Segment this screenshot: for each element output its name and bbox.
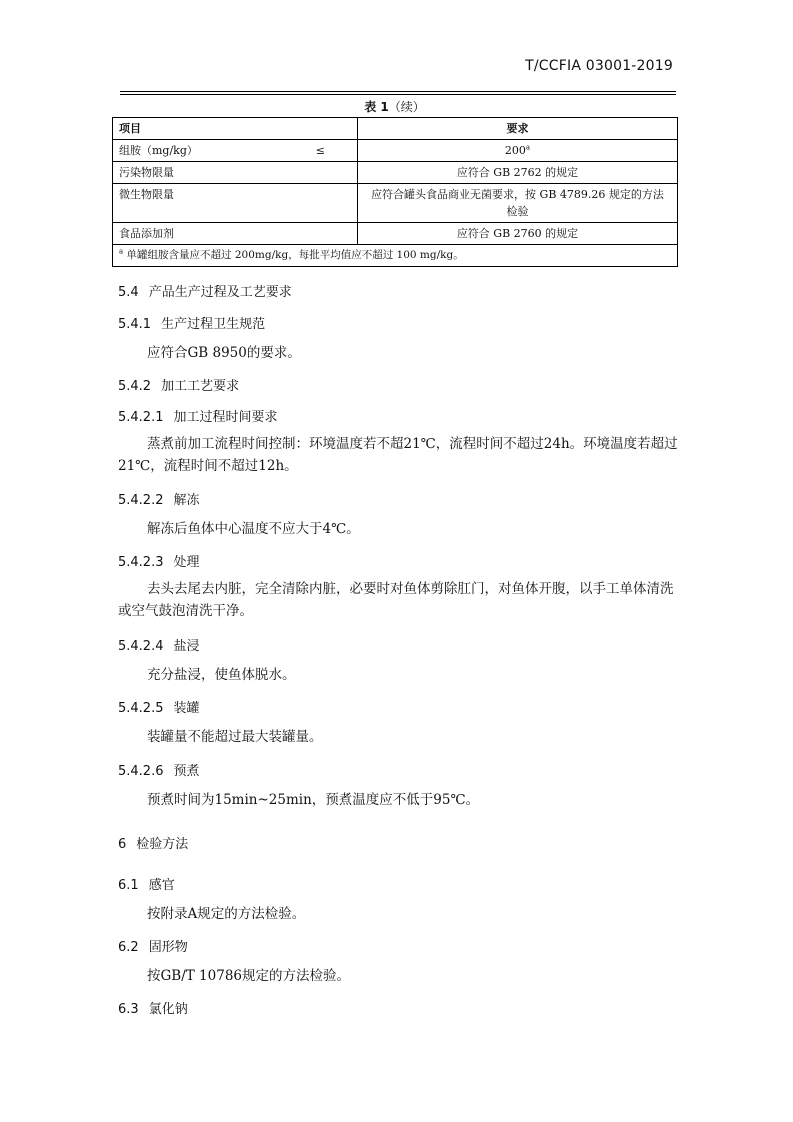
section-title: 处理 [173, 555, 200, 570]
section-number: 6.1 [118, 878, 139, 893]
section-heading [118, 833, 678, 852]
section-number: 5.4.2.4 [118, 639, 164, 654]
row-item-label: 组胺（mg/kg） [119, 144, 198, 157]
section-title: 检验方法 [136, 837, 189, 852]
row-requirement [358, 140, 678, 162]
paragraph: 装罐量不能超过最大装罐量。 [147, 729, 323, 745]
le-symbol: ≤ [315, 144, 325, 157]
section-title: 生产过程卫生规范 [161, 317, 266, 332]
table-row [113, 184, 678, 223]
header-item: 项目 [113, 118, 358, 140]
section-number: 6.2 [118, 940, 139, 955]
section-title: 产品生产过程及工艺要求 [148, 285, 292, 300]
section-title: 盐浸 [173, 639, 200, 654]
section-title: 固形物 [148, 940, 188, 955]
section-heading [118, 375, 678, 394]
footnote-marker: a [525, 143, 531, 152]
row-item [113, 140, 358, 162]
section-title: 加工过程时间要求 [173, 410, 278, 425]
section-heading [118, 313, 678, 332]
section-number: 5.4 [118, 285, 139, 300]
section-title: 氯化钠 [148, 1002, 188, 1017]
paragraph: 按附录A规定的方法检验。 [147, 906, 306, 922]
req-value: 200 [504, 144, 526, 157]
row-requirement: 应符合 GB 2760 的规定 [358, 223, 678, 245]
section-number: 5.4.2.5 [118, 701, 164, 716]
section-heading [118, 551, 678, 570]
note-text: 单罐组胺含量应不超过 200mg/kg，每批平均值应不超过 100 mg/kg。 [126, 249, 464, 261]
paragraph: 去头去尾去内脏，完全清除内脏，必要时对鱼体剪除肛门，对鱼体开腹，以手工单体清洗或空气鼓泡清洗干净。 [118, 581, 674, 619]
row-requirement: 应符合 GB 2762 的规定 [358, 162, 678, 184]
section-number: 5.4.2.6 [118, 764, 164, 779]
table-caption-title: 表 1 [364, 100, 389, 114]
section-heading [118, 936, 678, 955]
requirements-table [112, 117, 678, 267]
section-heading [118, 874, 678, 893]
section-title: 加工工艺要求 [161, 379, 240, 394]
section-heading [118, 760, 678, 779]
section-heading [118, 998, 678, 1017]
header-rule-bottom [120, 94, 676, 95]
section-heading [118, 635, 678, 654]
section-number: 5.4.2.3 [118, 555, 164, 570]
paragraph: 预煮时间为15min~25min，预煮温度应不低于95℃。 [147, 792, 480, 808]
section-heading [118, 489, 678, 508]
table-caption [112, 98, 677, 115]
header-rule-top [120, 91, 676, 92]
paragraph: 解冻后鱼体中心温度不应大于4℃。 [147, 521, 360, 537]
section-title: 解冻 [173, 493, 200, 508]
table-row [113, 223, 678, 245]
section-heading [118, 281, 678, 300]
document-code: T/CCFIA 03001-2019 [525, 58, 673, 74]
section-number: 6 [118, 837, 127, 852]
section-heading [118, 697, 678, 716]
table-caption-suffix: （续） [388, 100, 425, 114]
section-number: 5.4.2.2 [118, 493, 164, 508]
section-title: 装罐 [173, 701, 200, 716]
row-requirement [358, 184, 678, 223]
row-item: 污染物限量 [113, 162, 358, 184]
row-item: 微生物限量 [113, 184, 358, 223]
section-number: 6.3 [118, 1002, 139, 1017]
section-title: 预煮 [173, 764, 200, 779]
section-number: 5.4.2.1 [118, 410, 164, 425]
table-note [113, 245, 678, 267]
section-heading [118, 406, 678, 425]
table-row [113, 162, 678, 184]
section-number: 5.4.1 [118, 317, 152, 332]
header-requirement: 要求 [358, 118, 678, 140]
table-header-row [113, 118, 678, 140]
paragraph: 充分盐浸，使鱼体脱水。 [147, 667, 296, 683]
paragraph: 应符合GB 8950的要求。 [147, 345, 301, 361]
note-marker: a [119, 247, 124, 256]
table-row [113, 140, 678, 162]
paragraph: 按GB/T 10786规定的方法检验。 [147, 968, 350, 984]
section-number: 5.4.2 [118, 379, 152, 394]
req-line-1: 应符合罐头食品商业无菌要求，按 GB 4789.26 规定的方法 [371, 188, 664, 201]
row-item: 食品添加剂 [113, 223, 358, 245]
table-note-row [113, 245, 678, 267]
section-title: 感官 [148, 878, 175, 893]
req-line-2: 检验 [506, 205, 529, 218]
paragraph: 蒸煮前加工流程时间控制：环境温度若不超21℃，流程时间不超过24h。环境温度若超过21℃，流程时间不超过12h。 [118, 436, 678, 474]
